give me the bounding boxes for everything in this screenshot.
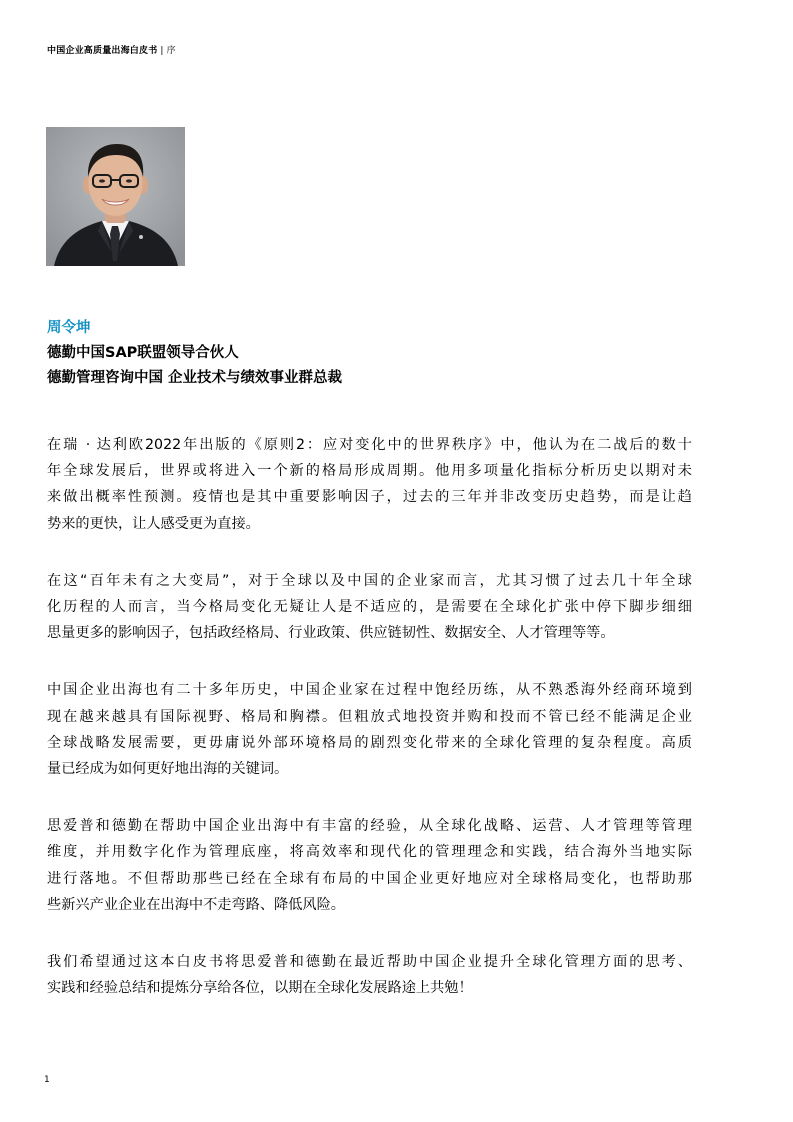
paragraph-line: 势来的更快，让人感受更为直接。 [47,515,260,532]
author-role-1: 德勤中国SAP联盟领导合伙人 [47,345,239,361]
paragraph-1 [47,432,692,537]
foreword-body [47,432,692,1032]
paragraph-line: 思量更多的影响因子，包括政经格局、行业政策、供应链韧性、数据安全、人才管理等等。 [47,625,615,642]
paragraph-line: 全球战略发展需要，更毋庸说外部环境格局的剧烈变化带来的全球化管理的复杂程度。高质 [47,734,692,751]
paragraph-line: 化历程的人而言，当今格局变化无疑让人是不适应的，是需要在全球化扩张中停下脚步细细 [47,599,692,616]
paragraph-5 [47,949,692,1001]
paragraph-line: 年全球发展后，世界或将进入一个新的格局形成周期。他用多项量化指标分析历史以期对未 [47,463,692,480]
section-label: 序 [166,46,176,56]
paragraph-line: 实践和经验总结和提炼分享给各位，以期在全球化发展路途上共勉！ [47,980,473,997]
paragraph-line: 思爱普和德勤在帮助中国企业出海中有丰富的经验，从全球化战略、运营、人才管理等管理 [47,818,692,835]
running-header [47,43,176,56]
paragraph-line: 在瑞 · 达利欧2022年出版的《原则2：应对变化中的世界秩序》中，他认为在二战后的数十 [47,437,692,453]
paragraph-line: 中国企业出海也有二十多年历史，中国企业家在过程中饱经历练，从不熟悉海外经商环境到 [47,682,692,699]
document-title: 中国企业高质量出海白皮书 [47,46,158,56]
paragraph-line: 现在越来越具有国际视野、格局和胸襟。但粗放式地投资并购和投而不管已经不能满足企业 [47,708,692,725]
page-number: 1 [44,1075,50,1085]
paragraph-line: 来做出概率性预测。疫情也是其中重要影响因子，过去的三年并非改变历史趋势，而是让趋 [47,489,692,506]
paragraph-4 [47,813,692,918]
paragraph-line: 些新兴产业企业在出海中不走弯路、降低风险。 [47,896,345,913]
author-role-2: 德勤管理咨询中国 企业技术与绩效事业群总裁 [47,370,343,386]
paragraph-3 [47,677,692,782]
author-name: 周令坤 [47,320,91,336]
paragraph-line: 进行落地。不但帮助那些已经在全球有布局的中国企业更好地应对全球格局变化，也帮助那 [47,870,692,887]
author-portrait [46,127,185,266]
paragraph-2 [47,568,692,647]
header-separator: | [160,46,164,56]
paragraph-line: 量已经成为如何更好地出海的关键词。 [47,761,289,778]
paragraph-line: 我们希望通过这本白皮书将思爱普和德勤在最近帮助中国企业提升全球化管理方面的思考、 [47,954,692,971]
author-block [47,316,747,391]
paragraph-line: 维度，并用数字化作为管理底座，将高效率和现代化的管理理念和实践，结合海外当地实际 [47,844,692,861]
paragraph-line: 在这“百年未有之大变局”，对于全球以及中国的企业家而言，尤其习惯了过去几十年全球 [47,572,692,589]
